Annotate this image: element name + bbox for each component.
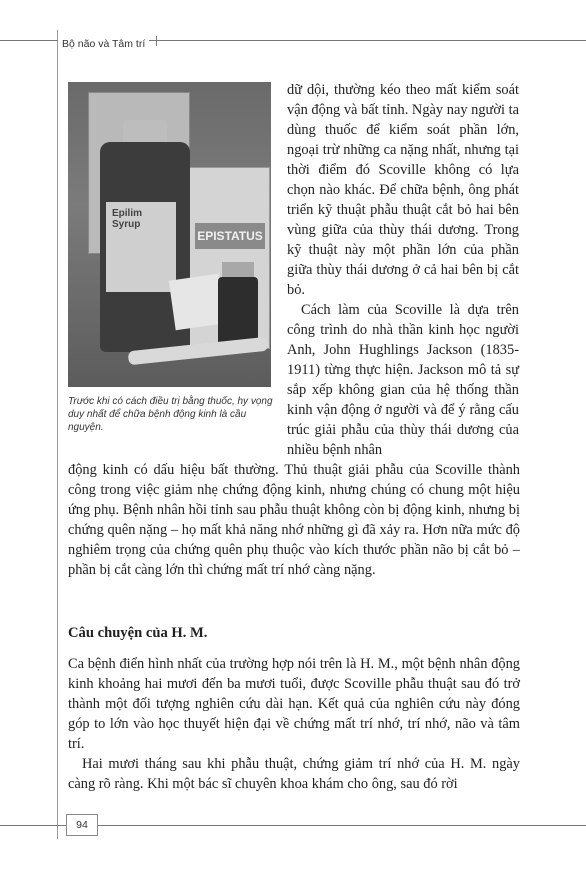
margin-rule — [57, 30, 58, 839]
section-heading: Câu chuyện của H. M. — [68, 625, 208, 641]
photo-bottle-label-text: Epilim Syrup — [112, 208, 143, 230]
figure-caption: Trước khi có cách điều trị bằng thuốc, hy vọng duy nhất để chữa bệnh động kinh là cầu nguyện. — [68, 396, 273, 433]
right-column — [287, 80, 519, 460]
paragraph: động kinh có dấu hiệu bất thường. Thủ thuật giải phẫu của Scoville thành công trong việc giảm nhẹ chứng động kinh, nhưng chúng có chung một hiệu ứng phụ. Bệnh nhân hồi tỉnh sau phẫu thuật không còn bị động kinh, nhưng bị chứng quên nặng – họ mất khả năng nhớ những gì đã xảy ra. Hơn nữa mức độ nghiêm trọng của chứng quên phụ thuộc vào kích thước phần não bị cắt bỏ – phần bị cắt càng lớn thì chứng mất trí nhớ càng nặng. — [68, 462, 520, 578]
paragraph: Hai mươi tháng sau khi phẫu thuật, chứng giảm trí nhớ của H. M. ngày càng rõ ràng. Khi một bác sĩ chuyên khoa khám cho ông, sau đó rời — [68, 756, 520, 792]
section-text — [68, 654, 520, 794]
medicine-photo — [68, 82, 271, 387]
photo-vial — [218, 277, 258, 347]
paragraph: Ca bệnh điển hình nhất của trường hợp nói trên là H. M., một bệnh nhân động kinh khoảng hai mươi đến ba mươi tuổi, được Scoville phẫu thuật sau đó trở thành một đối tượng nghiên cứu dài hạn. Kết quả của nghiên cứu này đóng góp to lớn vào học thuyết hiện đại về chứng mất trí nhớ, trí nhớ, não và tâm trí. — [68, 656, 520, 752]
paragraph: Cách làm của Scoville là dựa trên công trình do nhà thần kinh học người Anh, John Hughlings Jackson (1835-1911) từng thực hiện. Jackson mô tả sự sắp xếp không gian của hệ thống thần kinh vận động ở người và để ý rằng cấu trúc giải phẫu của thùy thái dương của nhiều bệnh nhân — [287, 302, 519, 458]
page-number: 94 — [66, 814, 98, 836]
running-title: Bộ não và Tâm trí — [58, 38, 149, 50]
full-width-text — [68, 460, 520, 580]
photo-bottle-label — [106, 202, 176, 292]
paragraph: dữ dội, thường kéo theo mất kiểm soát vận động và bất tỉnh. Ngày nay người ta dùng thuốc để kiểm soát phần lớn, ngoại trừ những ca nặng nhất, nhưng tại thời điểm đó Scoville không có lựa chọn nào khác. Để chữa bệnh, ông phát triển kỹ thuật phẫu thuật cắt bỏ hai bên vùng giữa của thùy thái dương. Trong kỹ thuật này một phần lớn của phần giữa thùy thái dương ở cả hai bên bị cắt bỏ. — [287, 82, 519, 298]
header-tick — [156, 36, 157, 46]
photo-box-label: EPISTATUS — [197, 229, 263, 243]
photo-sachet — [169, 274, 225, 330]
